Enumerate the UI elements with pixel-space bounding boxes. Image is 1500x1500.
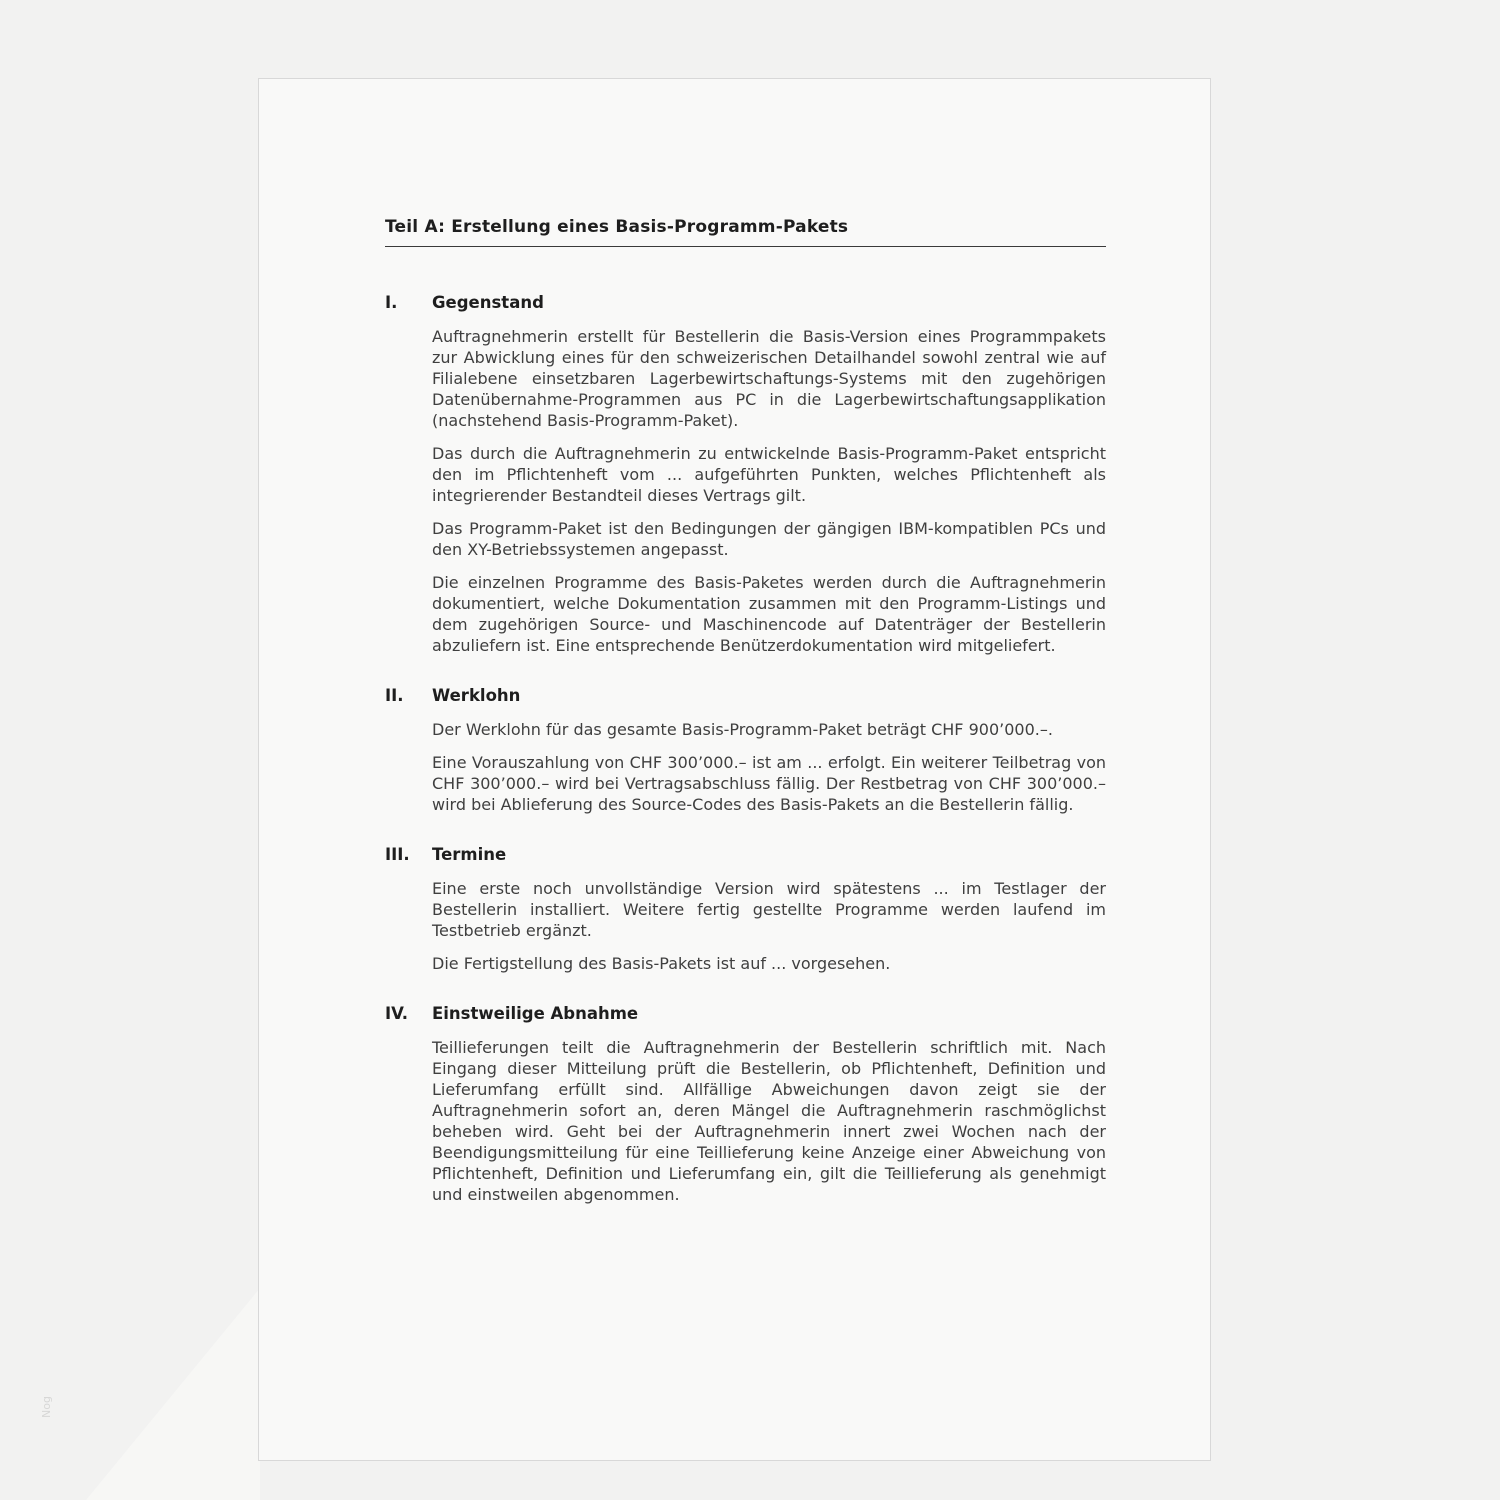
watermark-text: Nog [40,1396,53,1418]
section-gegenstand [385,293,1106,656]
document-content [259,79,1210,1205]
paragraph: Das durch die Auftragnehmerin zu entwickelnde Basis-Programm-Paket entspricht den im Pflichtenheft vom ... aufgeführten Punkten, welches Pflichtenheft als integrierender Bestandteil dieses Vertrags gilt. [432,444,1106,505]
section-heading-row [385,1004,1106,1023]
paragraph: Eine erste noch unvollständige Version wird spätestens ... im Testlager der Bestellerin installiert. Weitere fertig gestellte Programme werden laufend im Testbetrieb ergänzt. [432,879,1106,940]
section-heading-row [385,845,1106,864]
section-heading: Termine [432,845,507,864]
section-heading: Werklohn [432,686,521,705]
section-body [385,719,1106,815]
document-page [258,78,1211,1461]
paragraph: Die einzelnen Programme des Basis-Paketes werden durch die Auftragnehmerin dokumentiert, welche Dokumentation zusammen mit den Programm-Listings und dem zugehörigen Source- und Maschinencode auf Datenträger der Bestellerin abzuliefern ist. Eine entsprechende Benützerdokumentation wird mitgeliefert. [432,573,1106,655]
paragraph: Eine Vorauszahlung von CHF 300’000.– ist am ... erfolgt. Ein weiterer Teilbetrag von CHF 300’000.– wird bei Vertragsabschluss fällig. Der Restbetrag von CHF 300’000.– wird bei Ablieferung des Source-Codes des Basis-Pakets an die Bestellerin fällig. [432,753,1106,814]
section-number: II. [385,686,404,705]
section-heading-row [385,686,1106,705]
section-werklohn [385,686,1106,815]
section-body [385,878,1106,974]
section-number: IV. [385,1004,409,1023]
section-heading: Einstweilige Abnahme [432,1004,639,1023]
paragraph: Teillieferungen teilt die Auftragnehmerin der Bestellerin schriftlich mit. Nach Eingang dieser Mitteilung prüft die Bestellerin, ob Pflichtenheft, Definition und Lieferumfang erfüllt sind. Allfällige Abweichungen davon zeigt sie der Auftragnehmerin sofort an, deren Mängel die Auftragnehmerin raschmöglichst beheben wird. Geht bei der Auftragnehmerin innert zwei Wochen nach der Beendigungsmitteilung für eine Teillieferung keine Anzeige einer Abweichung von Pflichtenheft, Definition und Lieferumfang ein, gilt die Teillieferung als genehmigt und einstweilen abgenommen. [432,1038,1106,1204]
section-body [385,1037,1106,1205]
document-title: Teil A: Erstellung eines Basis-Programm-Pakets [385,217,1106,247]
section-einstweilige-abnahme [385,1004,1106,1205]
paragraph: Auftragnehmerin erstellt für Bestellerin die Basis-Version eines Programmpakets zur Abwicklung eines für den schweizerischen Detailhandel sowohl zentral wie auf Filialebene einsetzbaren Lagerbewirtschaftungs-Systems mit den zugehörigen Datenübernahme-Programmen aus PC in die Lagerbewirtschaftungsapplikation (nachstehend Basis-Programm-Paket). [432,327,1106,430]
paragraph: Der Werklohn für das gesamte Basis-Programm-Paket beträgt CHF 900’000.–. [432,720,1053,739]
section-number: I. [385,293,398,312]
page-curl-decoration [86,1288,260,1500]
paragraph: Die Fertigstellung des Basis-Pakets ist auf ... vorgesehen. [432,954,891,973]
section-heading: Gegenstand [432,293,544,312]
section-termine [385,845,1106,974]
section-heading-row [385,293,1106,312]
paragraph: Das Programm-Paket ist den Bedingungen der gängigen IBM-kompatiblen PCs und den XY-Betriebssystemen angepasst. [432,519,1106,559]
section-body [385,326,1106,656]
section-number: III. [385,845,410,864]
